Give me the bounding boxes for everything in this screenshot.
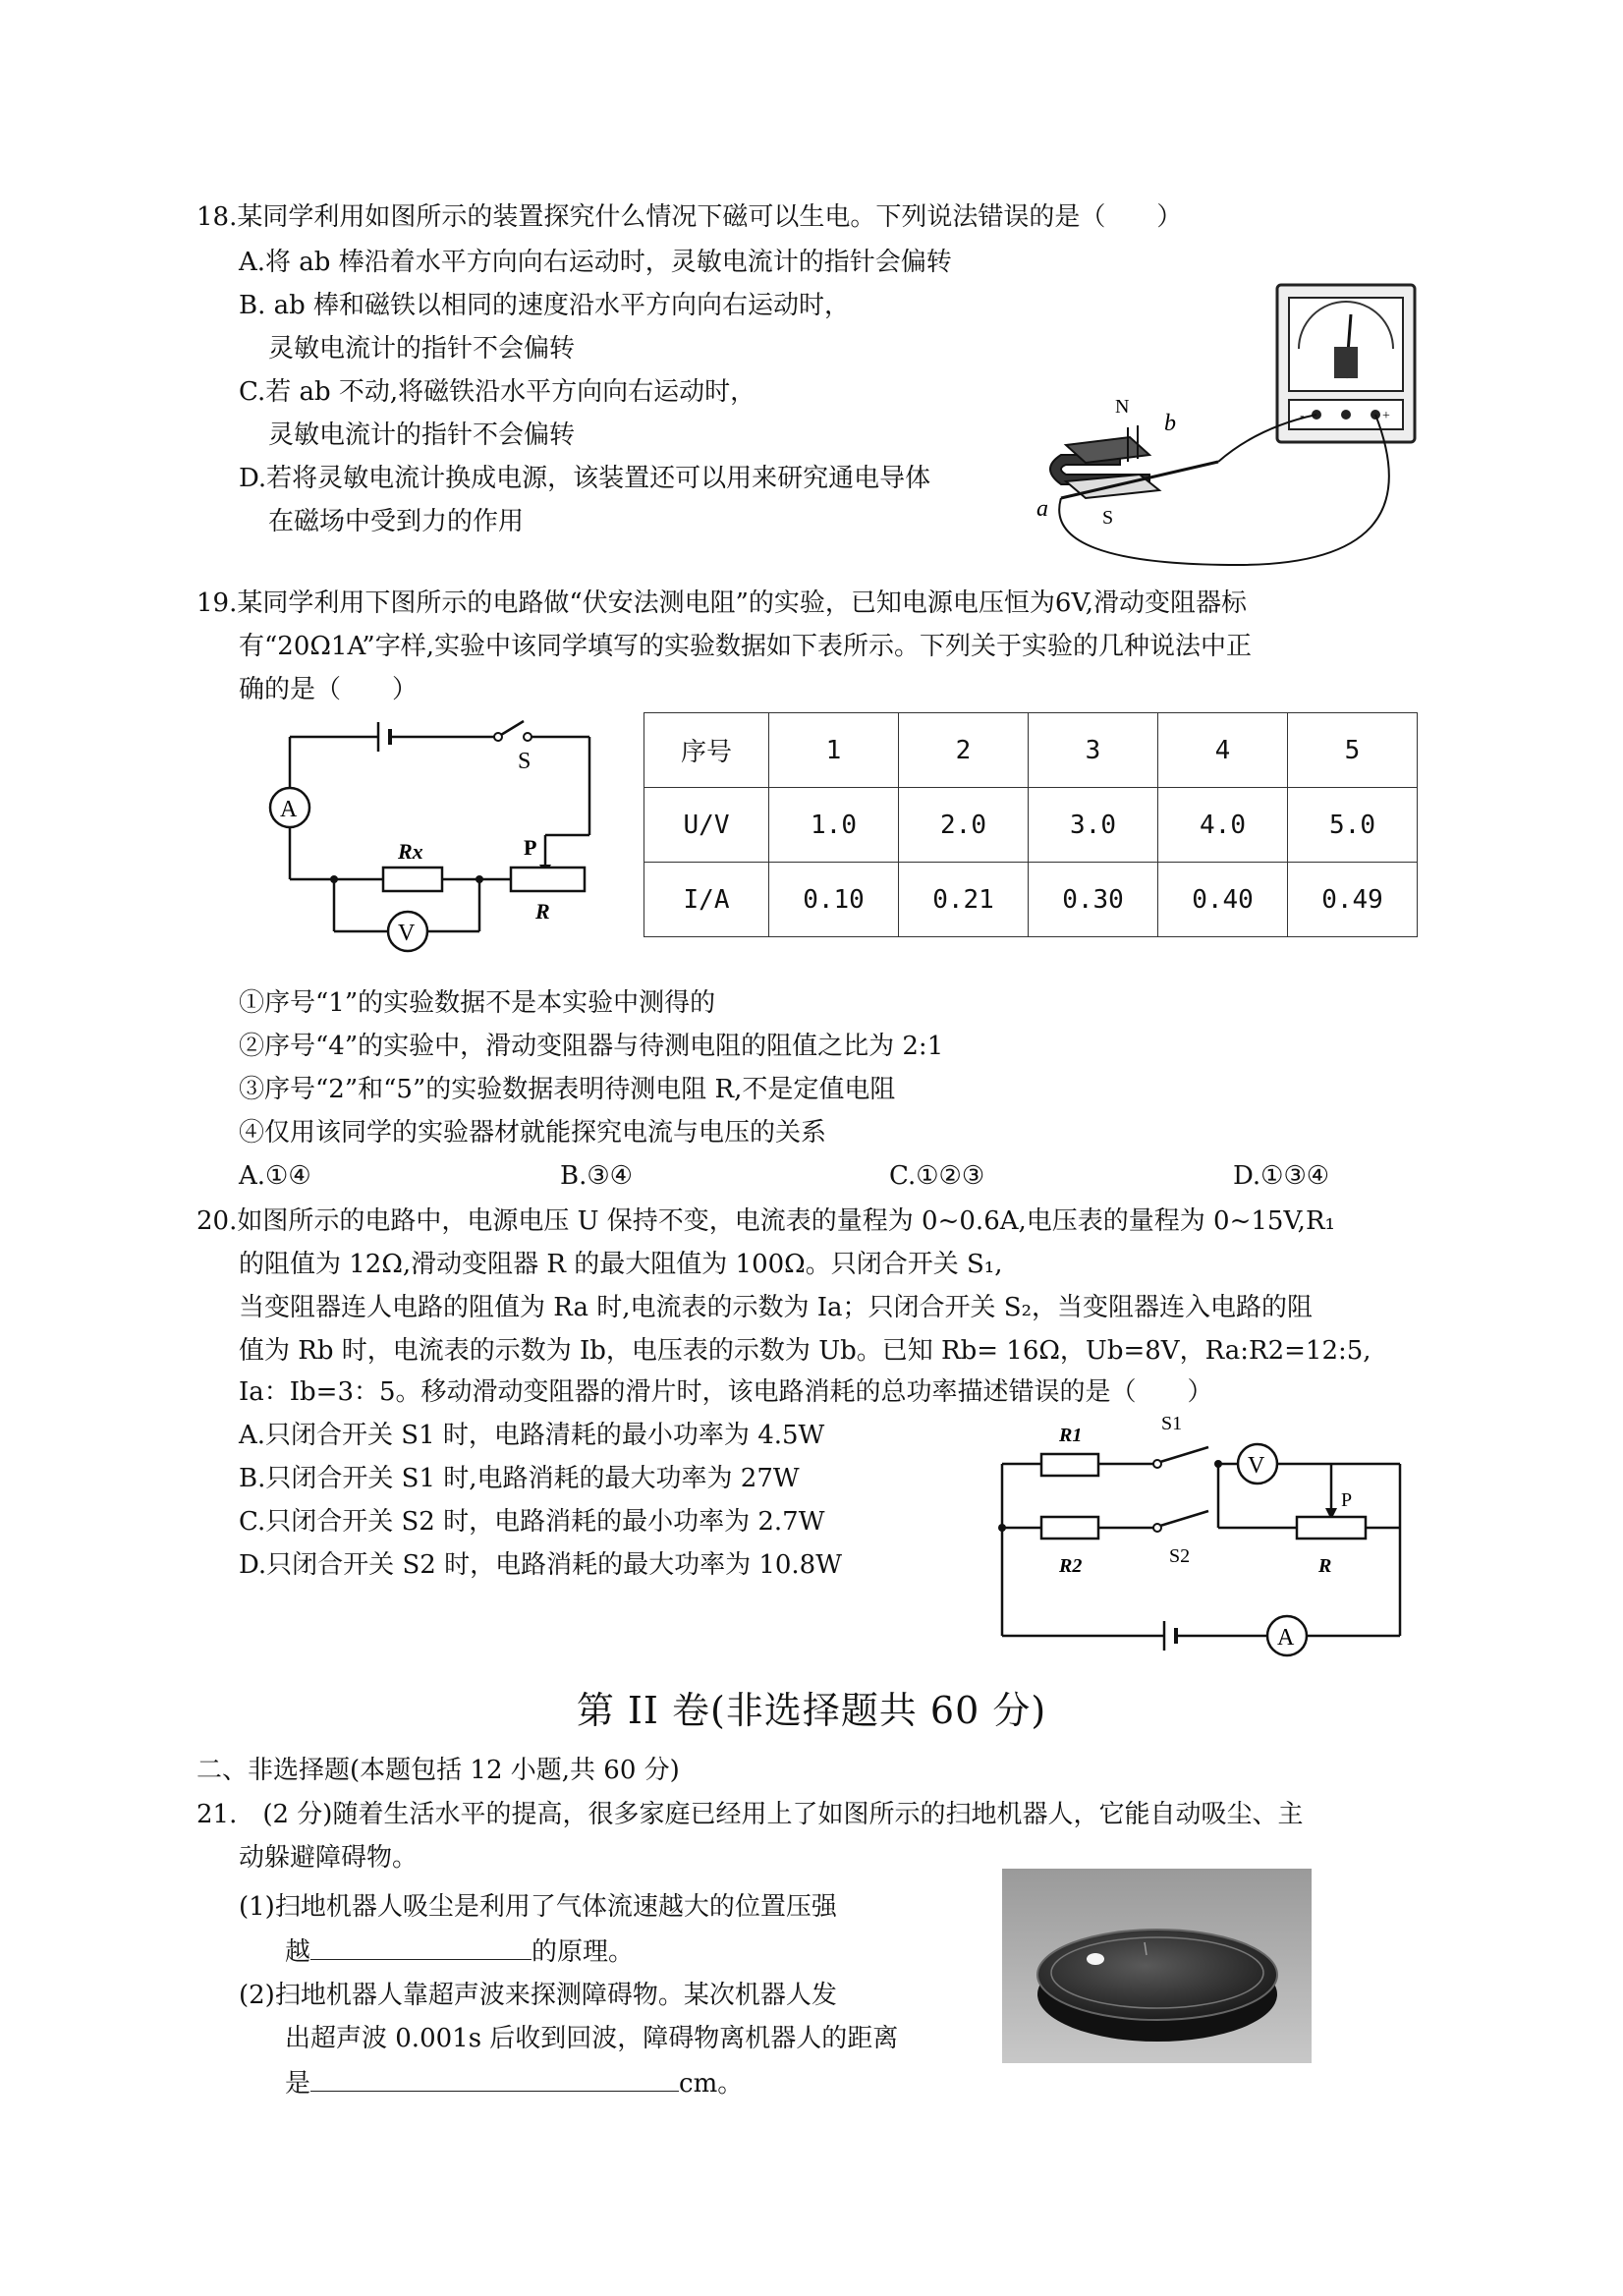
table-cell: 4 (1158, 713, 1288, 788)
table-cell: 1.0 (769, 788, 899, 863)
q18-option-c: C.若 ab 不动,将磁铁沿水平方向向右运动时， (239, 377, 756, 407)
q19-statement-3: ③序号“2”和“5”的实验数据表明待测电阻 R,不是定值电阻 (239, 1075, 896, 1104)
q20-label-v: V (1248, 1453, 1265, 1479)
q18-label-n: N (1115, 396, 1130, 418)
q20-label-s2: S2 (1169, 1545, 1191, 1567)
table-cell: 0.49 (1288, 863, 1418, 937)
table-cell: U/V (644, 788, 769, 863)
q20-option-a: A.只闭合开关 S1 时，电路清耗的最小功率为 4.5W (239, 1421, 825, 1450)
table-cell: I/A (644, 863, 769, 937)
table-row (644, 788, 1418, 863)
q18-label-s: S (1102, 507, 1114, 529)
q19-choice-d: D.①③④ (1233, 1161, 1330, 1191)
q20-stem-line3: 当变阻器连人电路的阻值为 Ra 时,电流表的示数为 Ia；只闭合开关 S₂，当变阻器连入电路的阻 (239, 1293, 1314, 1322)
table-cell: 1 (769, 713, 899, 788)
section-title: 第 II 卷(非选择题共 60 分) (576, 1689, 1047, 1732)
q18-option-d: D.若将灵敏电流计换成电源，该装置还可以用来研究通电导体 (239, 464, 931, 493)
q20-option-c: C.只闭合开关 S2 时，电路消耗的最小功率为 2.7W (239, 1507, 825, 1537)
table-cell: 0.40 (1158, 863, 1288, 937)
table-cell: 0.21 (899, 863, 1029, 937)
svg-text:-: - (1300, 409, 1305, 423)
q19-label-s: S (518, 749, 532, 774)
q20-stem-line1: 20.如图所示的电路中，电源电压 U 保持不变，电流表的量程为 0~0.6A,电压表的量程为 0~15V,R₁ (196, 1206, 1335, 1236)
table-cell: 序号 (644, 713, 769, 788)
q20-option-d: D.只闭合开关 S2 时，电路消耗的最大功率为 10.8W (239, 1550, 842, 1580)
q19-label-rx: Rx (398, 839, 423, 864)
q21-part2-line2: 出超声波 0.001s 后收到回波，障碍物离机器人的距离 (285, 2024, 899, 2053)
q19-stem-line1: 19.某同学利用下图所示的电路做“伏安法测电阻”的实验，已知电源电压恒为6V,滑动变阻器标 (196, 588, 1247, 618)
table-row (644, 713, 1418, 788)
q21-part2-line1: (2)扫地机器人靠超声波来探测障碍物。某次机器人发 (239, 1981, 837, 2010)
q19-statement-1: ①序号“1”的实验数据不是本实验中测得的 (239, 988, 716, 1018)
q19-circuit (260, 717, 604, 953)
q18-label-b: b (1164, 411, 1176, 436)
table-cell: 5.0 (1288, 788, 1418, 863)
q19-data-table (644, 712, 1418, 937)
q19-choice-c: C.①②③ (889, 1161, 985, 1191)
q18-option-b: B. ab 棒和磁铁以相同的速度沿水平方向向右运动时， (239, 291, 851, 320)
q21-part1-prefix: 越 (285, 1937, 311, 1967)
q21-part1-line2 (285, 1933, 634, 1969)
table-cell: 4.0 (1158, 788, 1288, 863)
q19-stem-line2: 有“20Ω1A”字样,实验中该同学填写的实验数据如下表所示。下列关于实验的几种说法中正 (239, 632, 1252, 661)
q18-option-c-cont: 灵敏电流计的指针不会偏转 (268, 420, 576, 450)
q20-label-a: A (1277, 1625, 1295, 1651)
q21-part1-line1: (1)扫地机器人吸尘是利用了气体流速越大的位置压强 (239, 1892, 837, 1922)
q19-label-voltmeter: V (398, 921, 416, 946)
q18-stem: 18.某同学利用如图所示的装置探究什么情况下磁可以生电。下列说法错误的是（ ） (196, 202, 1183, 232)
table-cell: 0.30 (1029, 863, 1158, 937)
q21-part2-line3 (285, 2065, 743, 2100)
q18-figure (1022, 280, 1454, 575)
q21-part2-answer-blank[interactable] (310, 2065, 679, 2092)
q20-stem-line5: Ia：Ib=3：5。移动滑动变阻器的滑片时，该电路消耗的总功率描述错误的是（ ） (239, 1377, 1213, 1407)
q20-label-r2: R2 (1059, 1555, 1083, 1577)
table-cell: 2 (899, 713, 1029, 788)
table-cell: 3 (1029, 713, 1158, 788)
q19-statement-2: ②序号“4”的实验中，滑动变阻器与待测电阻的阻值之比为 2:1 (239, 1032, 944, 1061)
q20-label-p: P (1341, 1489, 1353, 1511)
q20-stem-line4: 值为 Rb 时，电流表的示数为 Ib，电压表的示数为 Ub。已知 Rb= 16Ω，Ub=8V，Ra:R2=12:5, (239, 1336, 1371, 1366)
q20-stem-line2: 的阻值为 12Ω,滑动变阻器 R 的最大阻值为 100Ω。只闭合开关 S₁, (239, 1250, 1003, 1279)
robot-vacuum-photo (1002, 1869, 1312, 2063)
q19-stem-line3: 确的是（ ） (239, 675, 419, 704)
q20-circuit (982, 1410, 1425, 1651)
q19-label-p: P (524, 835, 537, 860)
q20-label-s1: S1 (1161, 1413, 1183, 1434)
q19-statement-4: ④仅用该同学的实验器材就能探究电流与电压的关系 (239, 1118, 827, 1148)
q21-stem-line2: 动躲避障碍物。 (239, 1843, 419, 1873)
q20-label-r: R (1318, 1555, 1332, 1577)
q19-label-ammeter: A (280, 797, 298, 822)
q19-label-r: R (535, 899, 550, 924)
q20-option-b: B.只闭合开关 S1 时,电路消耗的最大功率为 27W (239, 1464, 800, 1493)
q20-label-r1: R1 (1059, 1425, 1083, 1446)
table-row (644, 863, 1418, 937)
q21-part2-suffix: cm。 (679, 2069, 744, 2099)
q21-part2-prefix: 是 (285, 2069, 311, 2099)
q19-choice-a: A.①④ (239, 1161, 311, 1191)
q18-option-b-cont: 灵敏电流计的指针不会偏转 (268, 334, 576, 364)
q18-option-a: A.将 ab 棒沿着水平方向向右运动时，灵敏电流计的指针会偏转 (239, 248, 952, 277)
q21-part1-suffix: 的原理。 (532, 1937, 635, 1967)
q19-choice-b: B.③④ (560, 1161, 633, 1191)
q18-option-d-cont: 在磁场中受到力的作用 (268, 507, 525, 536)
q21-stem-line1: 21. (2 分)随着生活水平的提高，很多家庭已经用上了如图所示的扫地机器人，它能自动吸尘、主 (196, 1800, 1304, 1829)
table-cell: 3.0 (1029, 788, 1158, 863)
q21-part1-answer-blank[interactable] (310, 1933, 532, 1960)
q18-label-a: a (1036, 496, 1048, 522)
table-cell: 5 (1288, 713, 1418, 788)
svg-text:+: + (1382, 409, 1390, 423)
section-heading: 二、非选择题(本题包括 12 小题,共 60 分) (196, 1756, 680, 1785)
table-cell: 0.10 (769, 863, 899, 937)
table-cell: 2.0 (899, 788, 1029, 863)
